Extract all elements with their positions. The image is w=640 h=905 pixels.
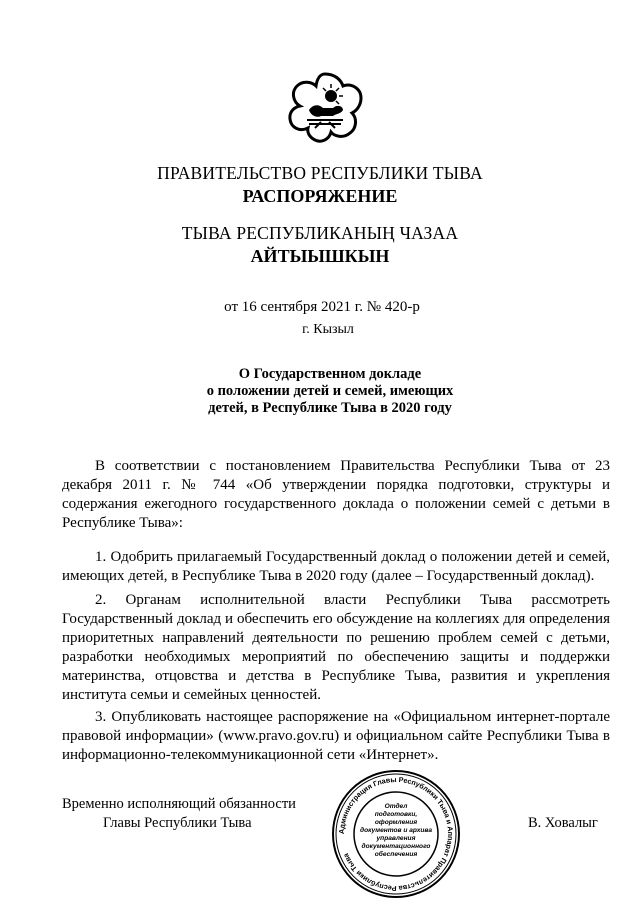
government-title-tuvan: ТЫВА РЕСПУБЛИКАНЫҢ ЧАЗАА bbox=[181, 223, 459, 243]
document-type: РАСПОРЯЖЕНИЕ bbox=[242, 186, 398, 206]
svg-text:Отдел: Отдел bbox=[384, 803, 408, 810]
clause-2-paragraph: 2. Органам исполнительной власти Республики Тыва рассмотреть Государственный доклад и обеспечить его обсуждение на коллегиях для определения приоритетных направлений деятельности по решению проблем семей с детьми, разработки необходимых мероприятий по обеспечению защиты и поддержки материнства, отцовства и детства в Республике Тыва, развития и укрепления института семьи и семейных ценностей. bbox=[62, 592, 610, 703]
official-stamp bbox=[330, 768, 462, 900]
clause-3-paragraph: 3. Опубликовать настоящее распоряжение на «Официальном интернет-портале правовой информации» (www.pravo.gov.ru) и официальном сайте Республики Тыва в информационно-телекоммуникационной сети «Интернет». bbox=[62, 709, 610, 763]
coat-of-arms-emblem bbox=[285, 70, 365, 146]
subject-line: о положении детей и семей, имеющих bbox=[206, 383, 454, 399]
svg-text:документов и архива: документов и архива bbox=[360, 827, 432, 834]
government-title: ПРАВИТЕЛЬСТВО РЕСПУБЛИКИ ТЫВА bbox=[157, 163, 483, 183]
signatory-position-line2: Главы Республики Тыва bbox=[103, 815, 252, 831]
svg-text:подготовки,: подготовки, bbox=[374, 811, 418, 818]
signatory-position: Временно исполняющий обязанности bbox=[62, 796, 296, 812]
subject-line: детей, в Республике Тыва в 2020 году bbox=[208, 400, 452, 416]
signatory-name: В. Ховалыг bbox=[528, 815, 598, 831]
document-subject bbox=[120, 366, 540, 417]
document-date-number: от 16 сентября 2021 г. № 420-р bbox=[224, 299, 420, 315]
svg-text:Администрация Главы Республики: Администрация Главы Республики Тыва и Аппарат Правительства Республики Тыва bbox=[336, 774, 456, 894]
svg-text:управления: управления bbox=[376, 835, 416, 842]
subject-line: О Государственном докладе bbox=[238, 366, 422, 382]
document-type-tuvan: АЙТЫЫШКЫН bbox=[250, 246, 390, 266]
clause-1-paragraph: 1. Одобрить прилагаемый Государственный доклад о положении детей и семей, имеющих детей, в Республике Тыва в 2020 году (далее – Государственный доклад). bbox=[62, 549, 610, 584]
svg-text:оформления: оформления bbox=[374, 819, 418, 826]
svg-text:документационного: документационного bbox=[361, 843, 431, 850]
document-city: г. Кызыл bbox=[302, 322, 354, 337]
svg-text:обеспечения: обеспечения bbox=[374, 851, 418, 858]
preamble-paragraph: В соответствии с постановлением Правительства Республики Тыва от 23 декабря 2011 г. № 744 «Об утверждении порядка подготовки, структуры и содержания ежегодного государственного доклада о положении семей с детьми в Республике Тыва»: bbox=[62, 458, 610, 531]
